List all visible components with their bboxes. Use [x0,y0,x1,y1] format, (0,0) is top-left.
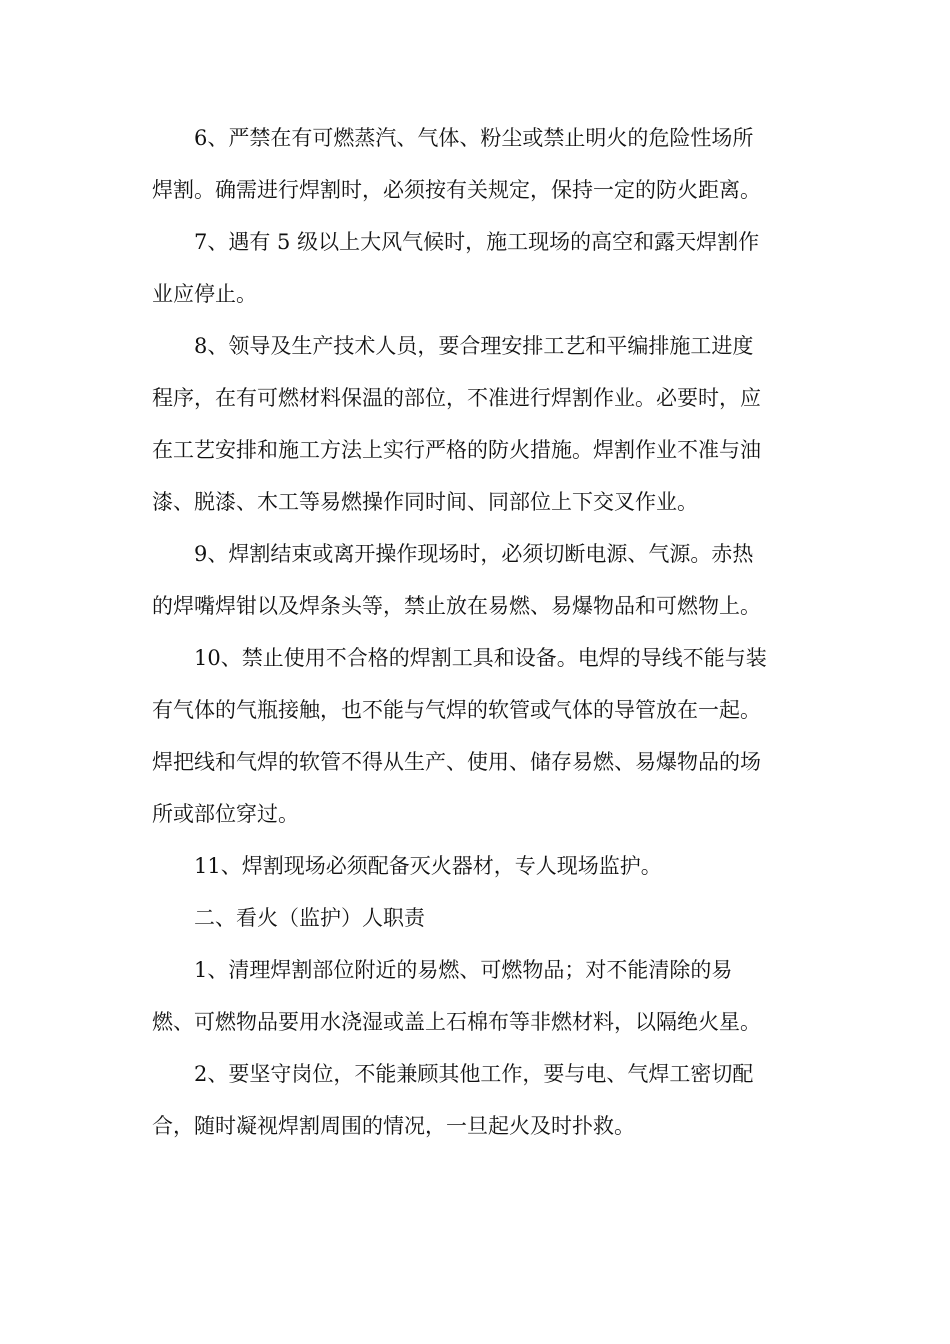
paragraph-item-10 [152,632,800,840]
text-line: 焊把线和气焊的软管不得从生产、使用、储存易燃、易爆物品的场 [152,750,761,774]
paragraph-item-9 [152,528,800,632]
paragraph-item-11 [152,840,800,892]
text-line: 漆、脱漆、木工等易燃操作同时间、同部位上下交叉作业。 [152,490,698,514]
text-line: 燃、可燃物品要用水浇湿或盖上石棉布等非燃材料，以隔绝火星。 [152,1010,761,1034]
text-line: 程序，在有可燃材料保温的部位，不准进行焊割作业。必要时，应 [152,386,761,410]
text-line: 10、禁止使用不合格的焊割工具和设备。电焊的导线不能与装 [194,646,767,670]
text-line: 1、清理焊割部位附近的易燃、可燃物品；对不能清除的易 [194,958,733,982]
text-line: 9、焊割结束或离开操作现场时，必须切断电源、气源。赤热 [194,542,754,566]
paragraph-item-8 [152,320,800,528]
paragraph-duty-2 [152,1048,800,1152]
text-line: 焊割。确需进行焊割时，必须按有关规定，保持一定的防火距离。 [152,178,761,202]
text-line: 6、严禁在有可燃蒸汽、气体、粉尘或禁止明火的危险性场所 [194,126,754,150]
text-line: 的焊嘴焊钳以及焊条头等，禁止放在易燃、易爆物品和可燃物上。 [152,594,761,618]
text-line: 11、焊割现场必须配备灭火器材，专人现场监护。 [194,854,662,878]
section-heading [152,892,800,944]
text-line: 所或部位穿过。 [152,802,299,826]
text-line: 有气体的气瓶接触，也不能与气焊的软管或气体的导管放在一起。 [152,698,761,722]
text-line: 合，随时凝视焊割周围的情况，一旦起火及时扑救。 [152,1114,635,1138]
text-line: 7、遇有 5 级以上大风气候时，施工现场的高空和露天焊割作 [194,230,760,254]
document-body [152,112,800,1152]
text-line: 8、领导及生产技术人员，要合理安排工艺和平编排施工进度 [194,334,754,358]
paragraph-duty-1 [152,944,800,1048]
paragraph-item-6 [152,112,800,216]
text-line: 2、要坚守岗位，不能兼顾其他工作，要与电、气焊工密切配 [194,1062,754,1086]
heading-text: 二、看火（监护）人职责 [194,906,425,930]
text-line: 业应停止。 [152,282,257,306]
paragraph-item-7 [152,216,800,320]
text-line: 在工艺安排和施工方法上实行严格的防火措施。焊割作业不准与油 [152,438,761,462]
